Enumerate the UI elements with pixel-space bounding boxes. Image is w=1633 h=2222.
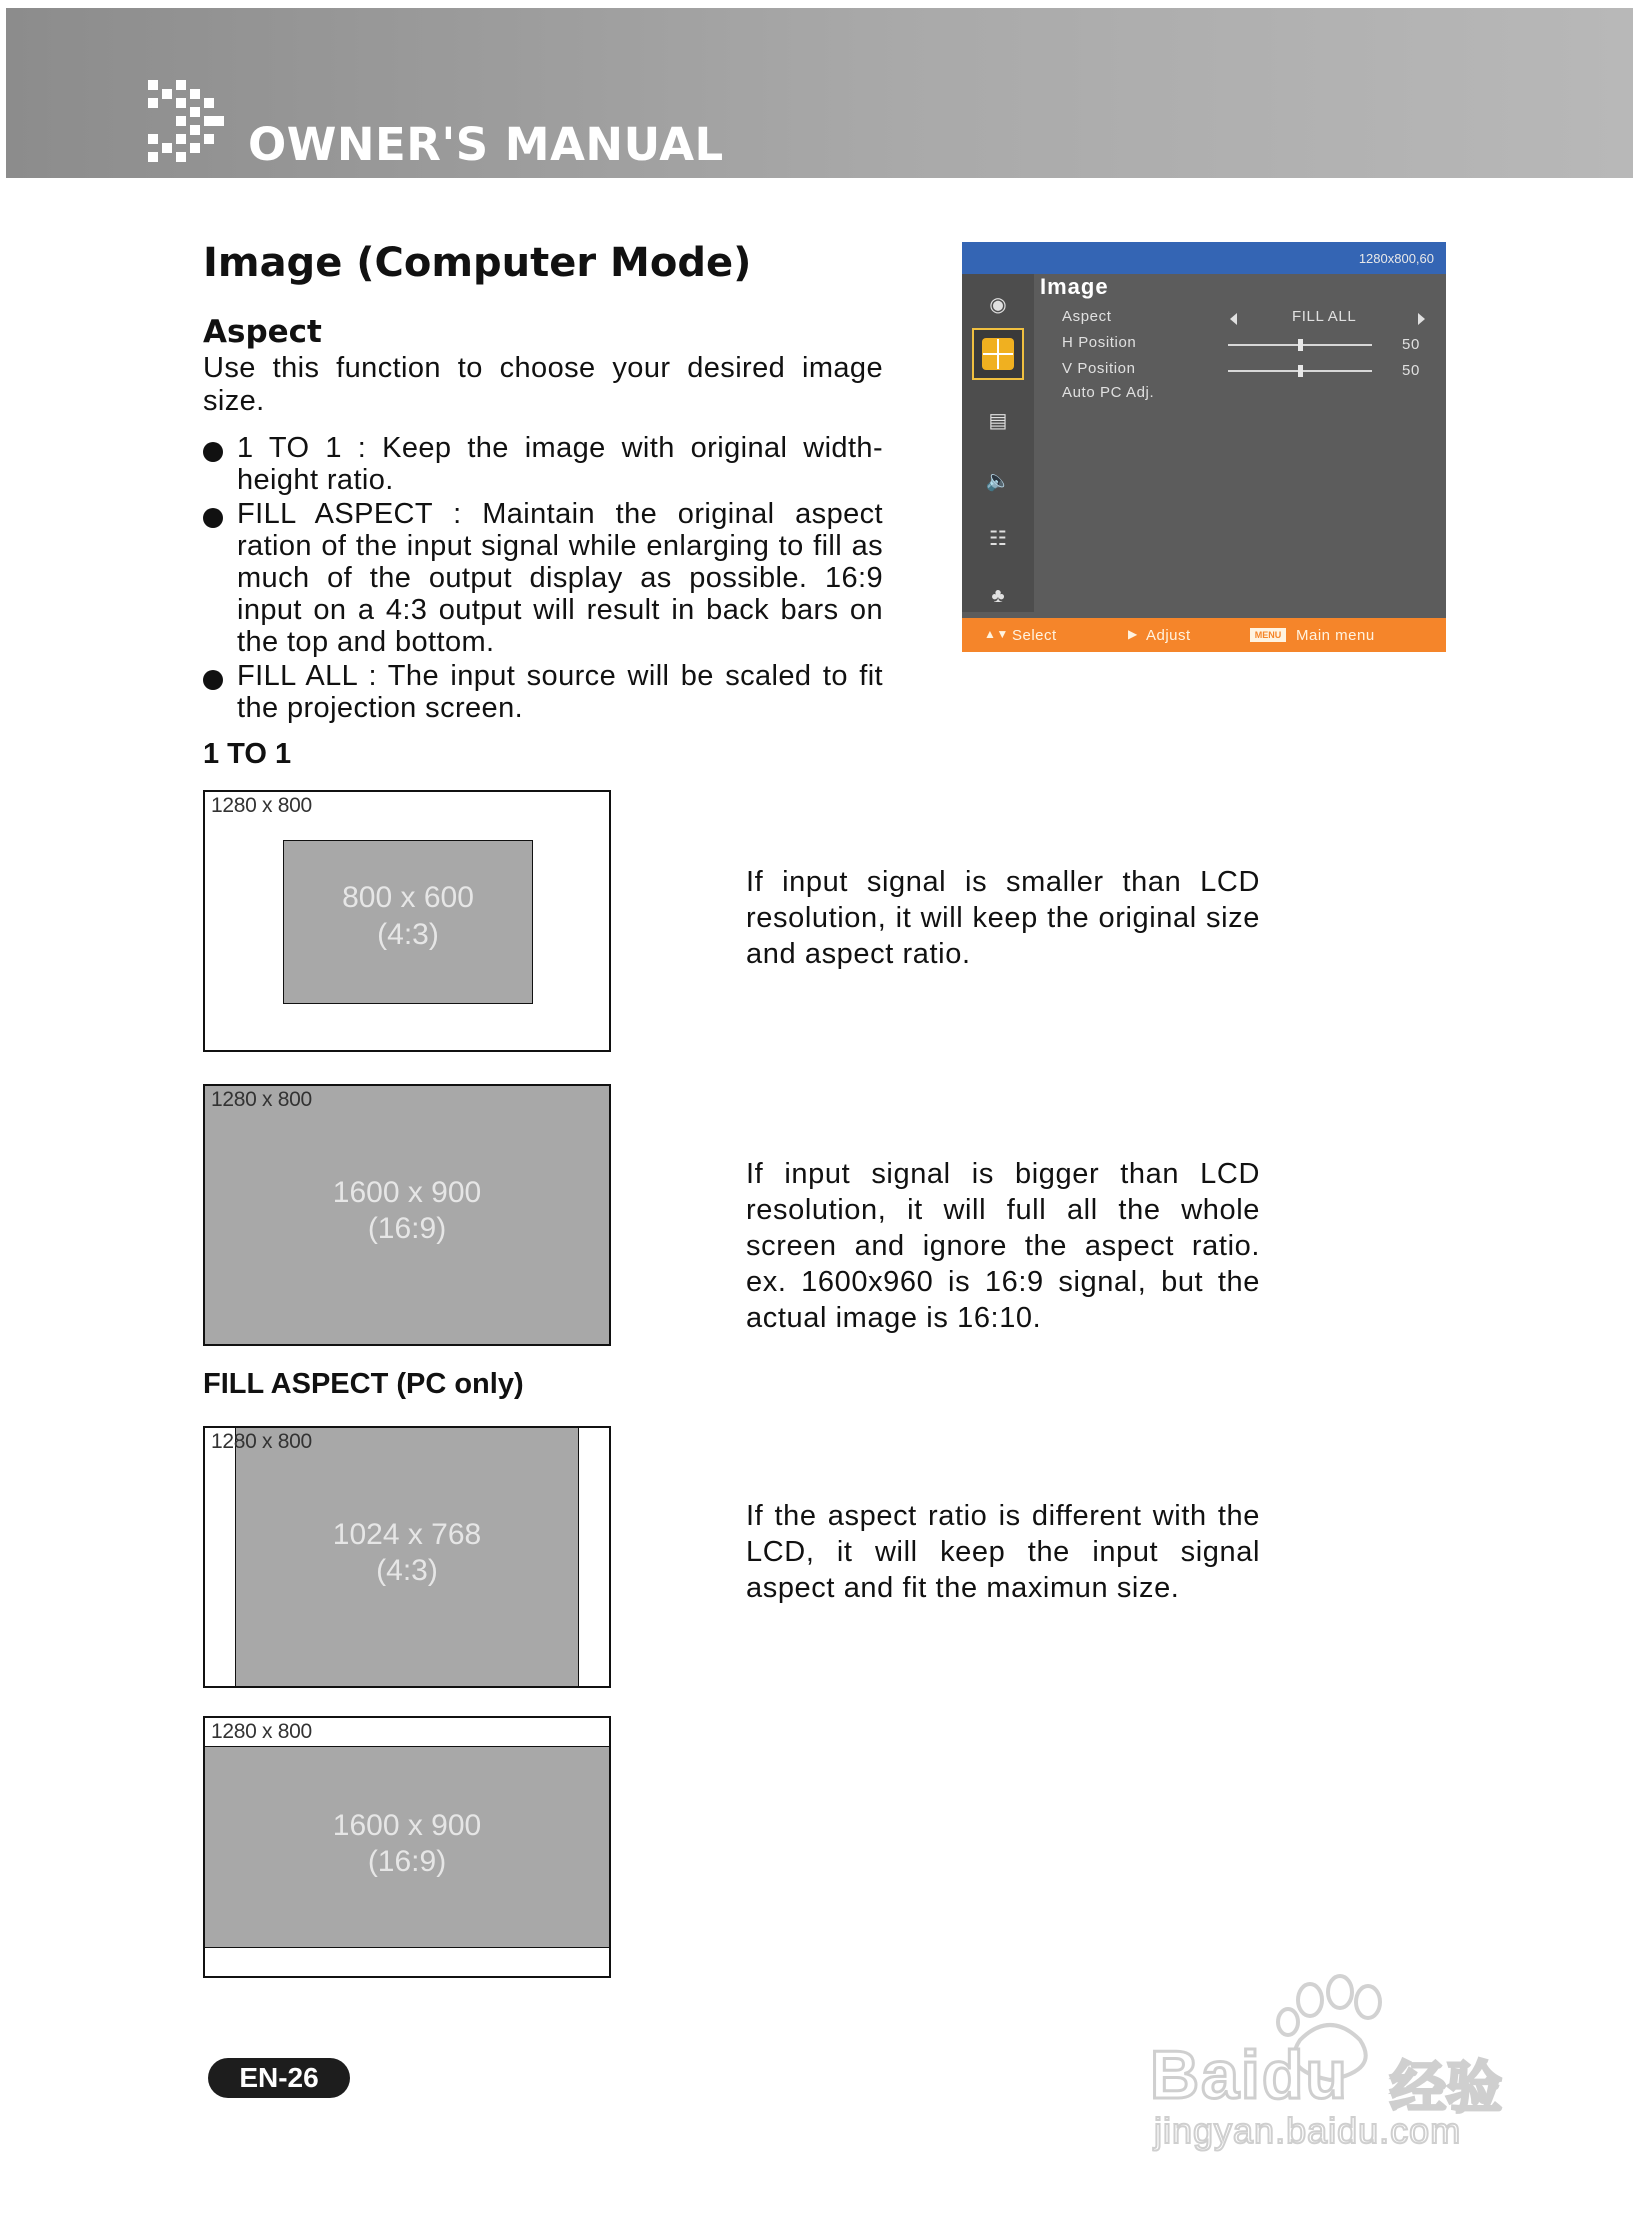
slider-thumb[interactable]	[1298, 339, 1303, 351]
list-item: FILL ASPECT : Maintain the original aspect ration of the input signal while enlarging to fill as much of the output display as possible. 16:9 input on a 4:3 output will result in back bars on the top and bottom.	[203, 498, 883, 658]
watermark-url: jingyan.baidu.com	[1154, 2110, 1462, 2151]
settings-icon[interactable]: ☷	[989, 527, 1007, 550]
input-ratio: (4:3)	[377, 918, 439, 951]
desc-1to1-large: If input signal is bigger than LCD resolution, it will full all the whole screen and ignore the aspect ratio. ex. 1600x960 is 16:9 signal, but the actual image is 16:10.	[746, 1158, 1260, 1334]
diagram-1to1-large	[203, 1084, 611, 1346]
page-number: EN-26	[208, 2058, 350, 2098]
baidu-watermark	[1150, 1970, 1550, 2150]
screen-resolution-label: 1280 x 800	[211, 1088, 312, 1111]
fill-aspect-heading: FILL ASPECT (PC only)	[203, 1368, 524, 1400]
aspect-heading: Aspect	[203, 314, 322, 350]
osd-top-bar	[962, 242, 1446, 274]
watermark-brand: Baidu	[1150, 2037, 1349, 2113]
osd-aspect-value[interactable]: FILL ALL	[1292, 308, 1357, 325]
screen-resolution-label: 1280 x 800	[211, 1720, 312, 1743]
osd-footer-bar	[962, 618, 1446, 652]
one-to-one-heading: 1 TO 1	[203, 738, 292, 770]
osd-title: Image	[1040, 274, 1109, 299]
language-icon[interactable]: ♣	[991, 584, 1005, 607]
bullet-icon	[203, 670, 223, 690]
camera-icon[interactable]: ◉	[989, 293, 1007, 316]
input-ratio: (4:3)	[376, 1554, 438, 1587]
osd-hposition-label[interactable]: H Position	[1062, 334, 1137, 351]
diagram-fill-aspect-43	[203, 1426, 611, 1688]
osd-aspect-label[interactable]: Aspect	[1062, 308, 1112, 325]
watermark-cn: 经验	[1390, 2056, 1502, 2119]
bullet-icon	[203, 508, 223, 528]
input-resolution: 1024 x 768	[332, 1518, 482, 1551]
osd-hposition-value: 50	[1402, 336, 1420, 353]
aspect-option-list	[203, 432, 883, 726]
osd-adjust-hint: Adjust	[1146, 627, 1191, 644]
screen-resolution-label: 1280 x 800	[211, 794, 312, 817]
input-ratio: (16:9)	[367, 1845, 447, 1878]
diagram-fill-aspect-169	[203, 1716, 611, 1978]
input-ratio: (16:9)	[367, 1212, 447, 1245]
osd-vposition-slider[interactable]	[1228, 370, 1372, 372]
slider-thumb[interactable]	[1298, 365, 1303, 377]
speaker-icon[interactable]: 🔈	[985, 469, 1011, 492]
osd-select-hint: Select	[1012, 627, 1057, 644]
osd-auto-pc-label[interactable]: Auto PC Adj.	[1062, 384, 1155, 401]
bullet-icon	[203, 442, 223, 462]
osd-main-menu-hint: Main menu	[1296, 627, 1375, 644]
arrow-left-icon[interactable]	[1230, 313, 1237, 325]
input-image	[235, 1428, 579, 1686]
osd-menu	[962, 242, 1446, 652]
osd-vposition-label[interactable]: V Position	[1062, 360, 1136, 377]
arrow-right-icon: ▶	[1128, 627, 1138, 641]
osd-vposition-value: 50	[1402, 362, 1420, 379]
list-item: 1 TO 1 : Keep the image with original width-height ratio.	[203, 432, 883, 496]
header-title: OWNER'S MANUAL	[248, 118, 724, 171]
input-image	[283, 840, 533, 1004]
input-resolution: 1600 x 900	[332, 1176, 482, 1209]
osd-hposition-slider[interactable]	[1228, 344, 1372, 346]
aspect-intro: Use this function to choose your desired image size.	[203, 352, 883, 417]
chevron-logo-icon	[148, 80, 224, 162]
network-icon[interactable]: ▤	[988, 409, 1008, 432]
arrow-right-icon[interactable]	[1418, 313, 1425, 325]
menu-badge: MENU	[1250, 628, 1286, 642]
page-title: Image (Computer Mode)	[203, 240, 752, 286]
osd-resolution: 1280x800,60	[1358, 251, 1434, 266]
updown-arrow-icon: ▲▼	[984, 627, 1009, 641]
screen-resolution-label: 1280 x 800	[211, 1430, 312, 1453]
osd-icon-column	[962, 274, 1034, 612]
diagram-1to1-small	[203, 790, 611, 1052]
input-image	[205, 1746, 609, 1948]
desc-1to1-small: If input signal is smaller than LCD resolution, it will keep the original size and aspect ratio.	[746, 866, 1260, 970]
input-resolution: 1600 x 900	[332, 1809, 482, 1842]
input-resolution: 800 x 600	[342, 881, 474, 914]
list-item: FILL ALL : The input source will be scaled to fit the projection screen.	[203, 660, 883, 724]
image-icon[interactable]	[972, 328, 1024, 380]
manual-header	[6, 8, 1633, 178]
desc-fill-aspect: If the aspect ratio is different with the LCD, it will keep the input signal aspect and fit the maximun size.	[746, 1500, 1260, 1604]
